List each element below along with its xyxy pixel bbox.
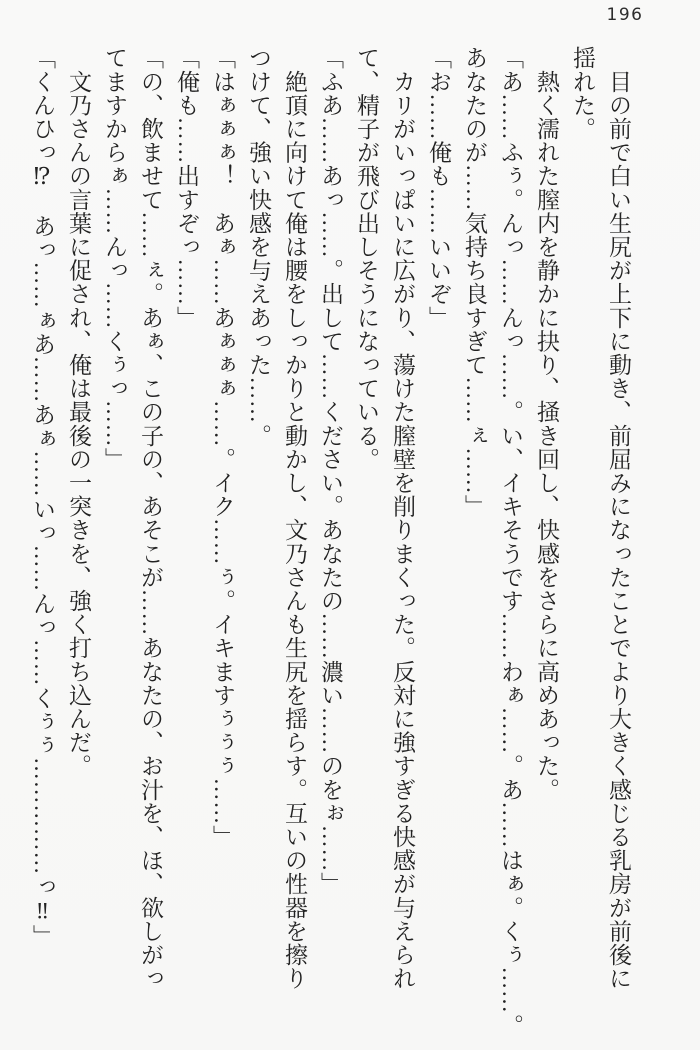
text-column: 「くんひっ⁉ あっ……ぁあ……あぁ……いっ……んっ……くぅぅ……………っ‼」 xyxy=(30,46,55,948)
text-column: 「あ……ふぅ。んっ……んっ……。い、イキそうです……わぁ……。あ……はぁ。くぅ……。 xyxy=(498,46,523,1038)
text-column: 揺れた。 xyxy=(570,46,595,141)
text-column: 目の前で白い生尻が上下に動き、前屈みになったことでより大きく感じる乳房が前後に xyxy=(606,46,631,990)
text-column: カリがいっぱいに広がり、蕩けた膣壁を削りまくった。反対に強すぎる快感が与えられ xyxy=(390,46,415,990)
text-column: あなたのが……気持ち良すぎて……ぇ……」 xyxy=(462,46,487,518)
page-number: 196 xyxy=(606,5,644,25)
vertical-text-block xyxy=(23,46,636,1046)
text-column: 「の、飲ませて……ぇ。あぁ、この子の、あそこが……あなたの、お汁を、ほ、欲しがっ xyxy=(138,46,163,990)
text-column: 「お……俺も……いいぞ」 xyxy=(426,46,451,330)
text-column: 絶頂に向けて俺は腰をしっかりと動かし、文乃さんも生尻を揺らす。互いの性器を擦り xyxy=(282,46,307,990)
text-column: 「俺も……出すぞっ……」 xyxy=(174,46,199,330)
text-column: つけて、強い快感を与えあった……。 xyxy=(246,46,271,448)
text-column: てますからぁ……んっ……くぅっ……」 xyxy=(102,46,127,471)
text-column: 熱く濡れた膣内を静かに抉り、掻き回し、快感をさらに高めあった。 xyxy=(534,46,559,802)
text-column: て、精子が飛び出しそうになっている。 xyxy=(354,46,379,471)
text-column: 「ふあ……あっ……。出して……ください。あなたの……濃い……のをぉ……」 xyxy=(318,46,343,896)
text-column: 「はぁぁぁ！ あぁ……あぁぁぁ……。イク……ぅ。イキますぅぅぅ……」 xyxy=(210,46,235,849)
text-column: 文乃さんの言葉に促され、俺は最後の一突きを、強く打ち込んだ。 xyxy=(66,46,91,778)
